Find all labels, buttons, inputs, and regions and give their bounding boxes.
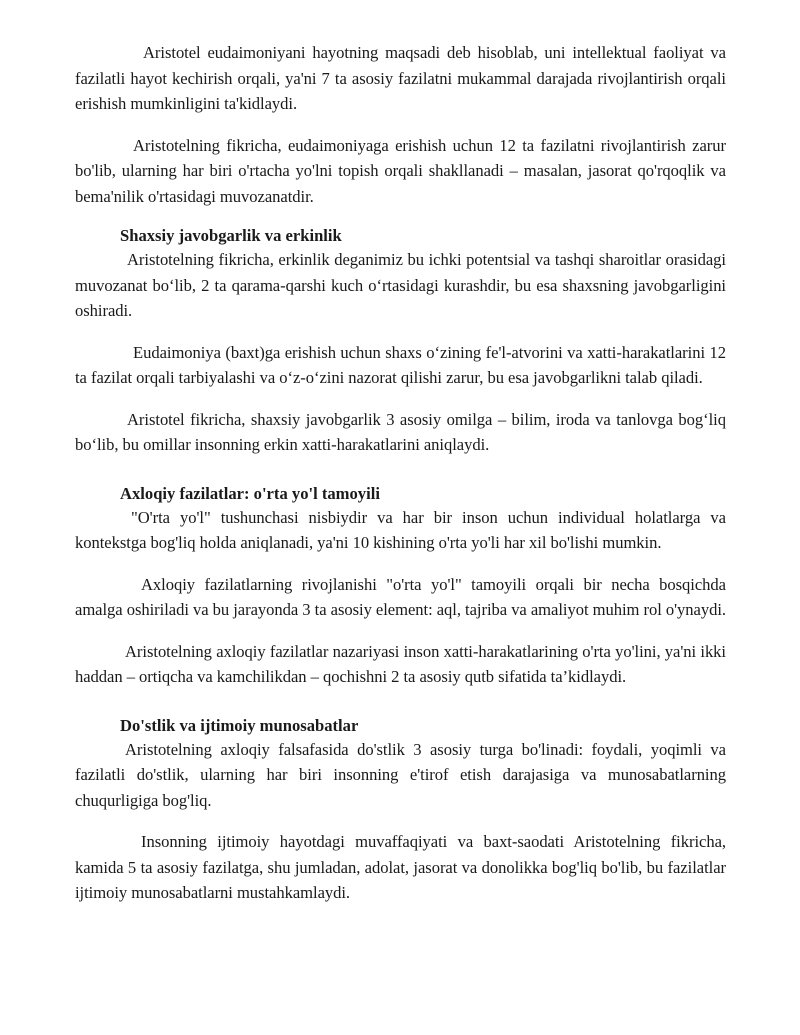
virtues-paragraph-2: Axloqiy fazilatlarning rivojlanishi "o'rta yo'l" tamoyili orqali bir necha bosqichda amalga oshiriladi va bu jarayonda 3 ta asosiy element: aql, tajriba va amaliyot muhim rol o'ynaydi.	[75, 574, 727, 619]
responsibility-paragraph-1: Aristotelning fikricha, erkinlik deganimiz bu ichki potentsial va tashqi sharoitlar orasidagi muvozanat bo‘lib, 2 ta qarama-qarshi kuch o‘rtasidagi kurashdir, bu esa shaxsning javobgarligini oshiradi.	[75, 250, 726, 320]
friendship-paragraph-2: Insonning ijtimoiy hayotdagi muvaffaqiyati va baxt-saodati Aristotelning fikricha, kamida 5 ta asosiy fazilatga, shu jumladan, adolat, jasorat va donolikka bog'liq bo'lib, bu fazilatlar ijtimoiy munosabatlarni mustahkamlaydi.	[75, 832, 726, 902]
intro-paragraph-1: Aristotel eudaimoniyani hayotning maqsadi deb hisoblab, uni intellektual faoliyat va fazilatli hayot kechirish orqali, ya'ni 7 ta asosiy fazilatni mukammal darajada rivojlantirish orqali erishish mumkinligini ta'kidlaydi.	[75, 43, 726, 113]
document-page	[75, 40, 726, 906]
virtues-paragraph-3: Aristotelning axloqiy fazilatlar nazariyasi inson xatti-harakatlarining o'rta yo'lini, ya'ni ikki haddan – ortiqcha va kamchilikdan – qochishni 2 ta asosiy qutb sifatida ta’kidlaydi.	[75, 641, 726, 686]
section-heading-responsibility: Shaxsiy javobgarlik va erkinlik	[120, 226, 342, 245]
responsibility-paragraph-2: Eudaimoniya (baxt)ga erishish uchun shaxs o‘zining fe'l-atvorini va xatti-harakatlarini 12 ta fazilat orqali tarbiyalashi va o‘z-o‘zini nazorat qilishi zarur, bu esa javobgarlikni talab qiladi.	[75, 342, 726, 387]
friendship-paragraph-1: Aristotelning axloqiy falsafasida do'stlik 3 asosiy turga bo'linadi: foydali, yoqimli va fazilatli do'stlik, ularning har biri insonning e'tirof etish darajasiga va munosabatlarning chuqurligiga bog'liq.	[75, 739, 726, 810]
section-heading-virtues: Axloqiy fazilatlar: o'rta yo'l tamoyili	[120, 483, 380, 503]
intro-paragraph-2: Aristotelning fikricha, eudaimoniyaga erishish uchun 12 ta fazilatni rivojlantirish zarur bo'lib, ularning har biri o'rtacha yo'lni topish orqali shakllanadi – masalan, jasorat qo'rqoqlik va bema'nilik o'rtasidagi muvozanatdir.	[75, 135, 726, 206]
responsibility-paragraph-3: Aristotel fikricha, shaxsiy javobgarlik 3 asosiy omilga – bilim, iroda va tanlovga bog‘liq bo‘lib, bu omillar insonning erkin xatti-harakatlarini aniqlaydi.	[75, 409, 726, 454]
section-heading-friendship: Do'stlik va ijtimoiy munosabatlar	[120, 715, 359, 735]
virtues-paragraph-1: "O'rta yo'l" tushunchasi nisbiydir va har bir inson uchun individual holatlarga va kontekstga bog'liq holda aniqlanadi, ya'ni 10 kishining o'rta yo'li har xil bo'lishi mumkin.	[75, 507, 726, 552]
